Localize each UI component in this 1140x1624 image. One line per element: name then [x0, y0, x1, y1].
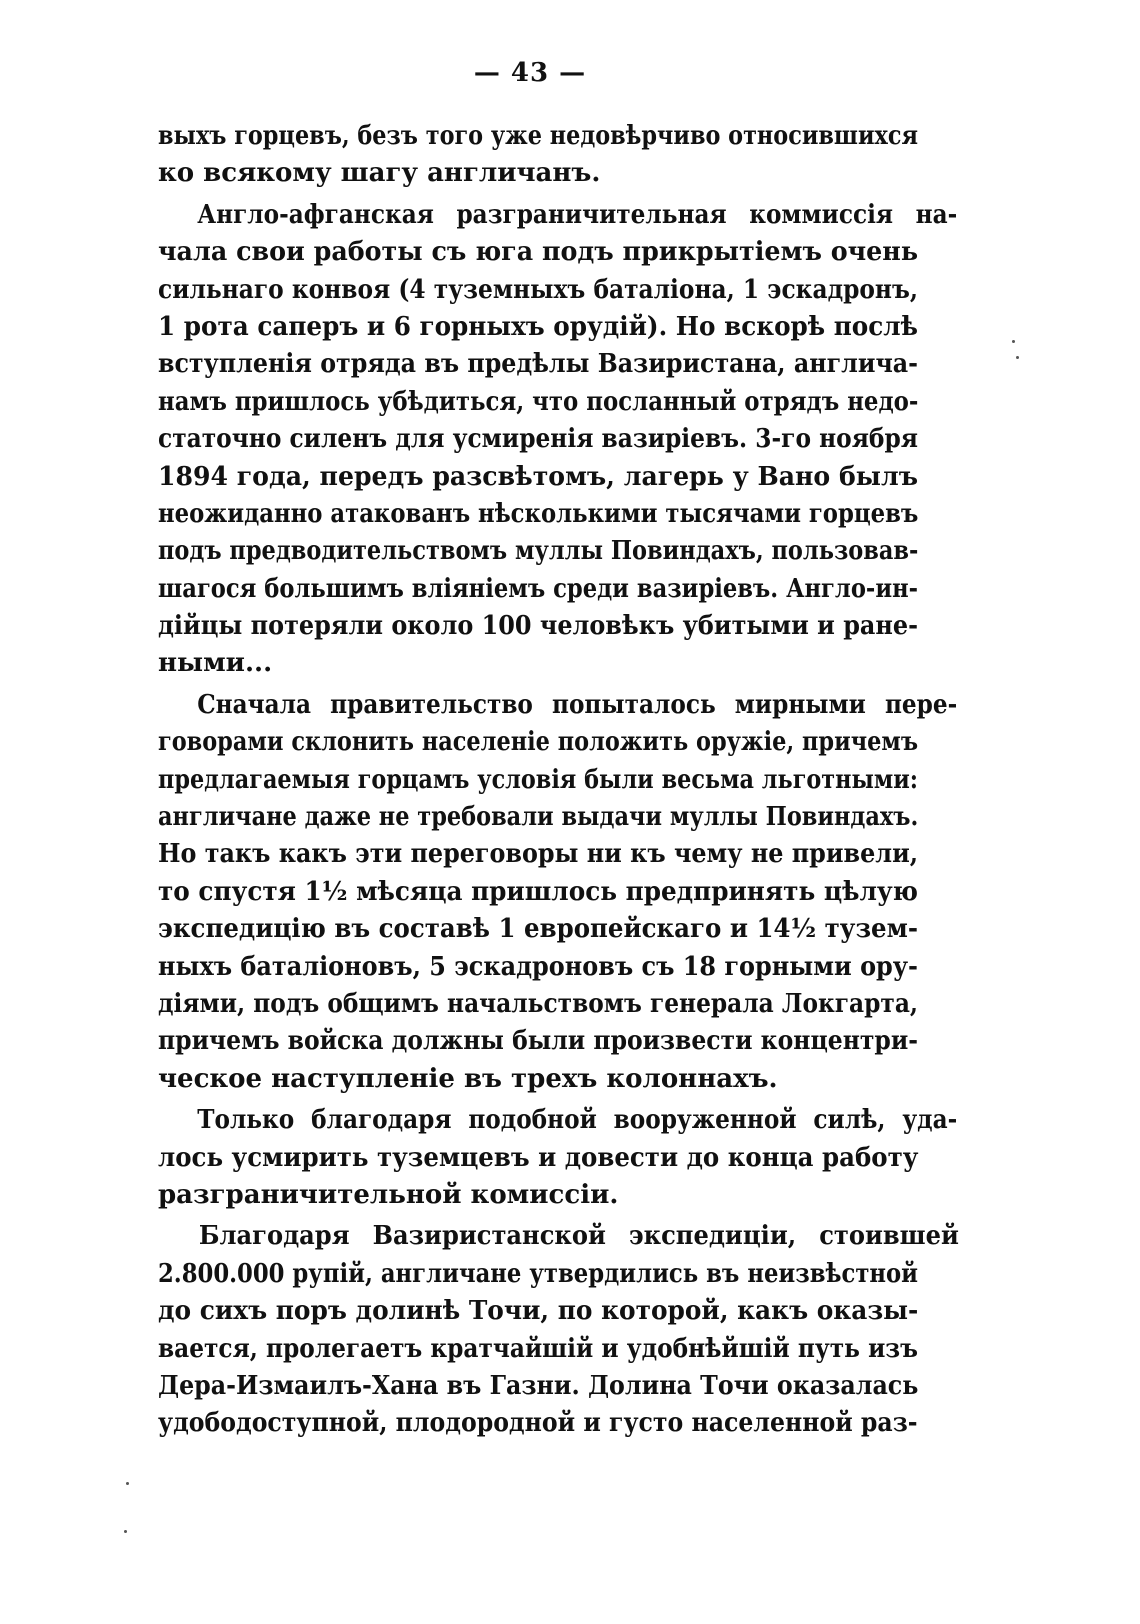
text-line: ко всякому шагу англичанъ.: [158, 158, 601, 189]
body-text: [158, 118, 959, 1443]
scan-speck: [1012, 340, 1015, 343]
text-line: удободоступной, плодородной и густо населенной раз-: [158, 1408, 918, 1439]
text-line: до сихъ поръ долинѣ Точи, по которой, какъ оказы-: [158, 1296, 919, 1327]
text-line: чала свои работы съ юга подъ прикрытіемъ очень: [158, 237, 919, 268]
text-line: діями, подъ общимъ начальствомъ генерала Локгарта,: [158, 988, 919, 1019]
text-line: Но такъ какъ эти переговоры ни къ чему не привели,: [158, 839, 919, 870]
text-line: 1894 года, передъ разсвѣтомъ, лагерь у Вано былъ: [158, 461, 918, 492]
text-line: дійцы потеряли около 100 человѣкъ убитыми и ране-: [158, 611, 919, 642]
scan-speck: [126, 1482, 129, 1485]
text-line: ныхъ баталіоновъ, 5 эскадроновъ съ 18 горными ору-: [158, 951, 919, 982]
page-number: — 43 —: [473, 58, 587, 88]
text-line: выхъ горцевъ, безъ того уже недовѣрчиво относившихся: [158, 121, 918, 151]
text-line: намъ пришлось убѣдиться, что посланный отрядъ недо-: [158, 386, 919, 417]
text-line: статочно силенъ для усмиренія вазиріевъ. 3-го ноября: [158, 424, 918, 455]
text-line: разграничительной комиссіи.: [158, 1179, 619, 1210]
paragraph: [158, 1218, 959, 1442]
text-line: причемъ войска должны были произвести концентри-: [158, 1026, 918, 1057]
text-line: ными...: [158, 648, 273, 679]
text-line: лось усмирить туземцевъ и довести до конца работу: [158, 1142, 919, 1173]
scan-speck: [124, 1530, 127, 1533]
text-line: 2.800.000 рупій, англичане утвердились въ неизвѣстной: [158, 1258, 919, 1289]
text-line: вается, пролегаетъ кратчайшій и удобнѣйшій путь изъ: [158, 1333, 918, 1364]
text-line: 1 рота саперъ и 6 горныхъ орудій). Но вскорѣ послѣ: [158, 311, 918, 342]
text-line: Дера-Измаилъ-Хана въ Газни. Долина Точи оказалась: [158, 1370, 919, 1401]
text-line: шагося большимъ вліяніемъ среди вазиріевъ. Англо-ин-: [158, 573, 919, 604]
text-line: неожиданно атакованъ нѣсколькими тысячами горцевъ: [158, 498, 919, 529]
text-line: Англо-афганская разграничительная коммиссія на-: [197, 199, 958, 230]
paragraph: [158, 1102, 958, 1214]
text-line: Сначала правительство попыталось мирными пере-: [197, 689, 958, 720]
paragraph: [158, 118, 918, 193]
text-line: подъ предводительствомъ муллы Повиндахъ, пользовав-: [158, 536, 919, 567]
text-line: вступленія отряда въ предѣлы Вазиристана, англича-: [158, 349, 919, 380]
text-line: Только благодаря подобной вооруженной силѣ, уда-: [197, 1105, 958, 1136]
text-line: ческое наступленіе въ трехъ колоннахъ.: [158, 1063, 778, 1094]
paragraph: [158, 197, 958, 683]
text-line: Благодаря Вазиристанской экспедиціи, стоившей: [198, 1221, 959, 1252]
scan-speck: [1016, 356, 1019, 359]
text-line: говорами склонить населеніе положить оружіе, причемъ: [158, 727, 919, 758]
text-line: предлагаемыя горцамъ условія были весьма льготными:: [158, 764, 919, 795]
text-line: экспедицію въ составѣ 1 европейскаго и 14½ тузем-: [158, 914, 919, 945]
text-line: англичане даже не требовали выдачи муллы Повиндахъ.: [158, 802, 919, 833]
text-line: то спустя 1½ мѣсяца пришлось предпринять цѣлую: [158, 876, 918, 907]
paragraph: [158, 687, 958, 1098]
text-line: сильнаго конвоя (4 туземныхъ баталіона, 1 эскадронъ,: [158, 274, 918, 305]
